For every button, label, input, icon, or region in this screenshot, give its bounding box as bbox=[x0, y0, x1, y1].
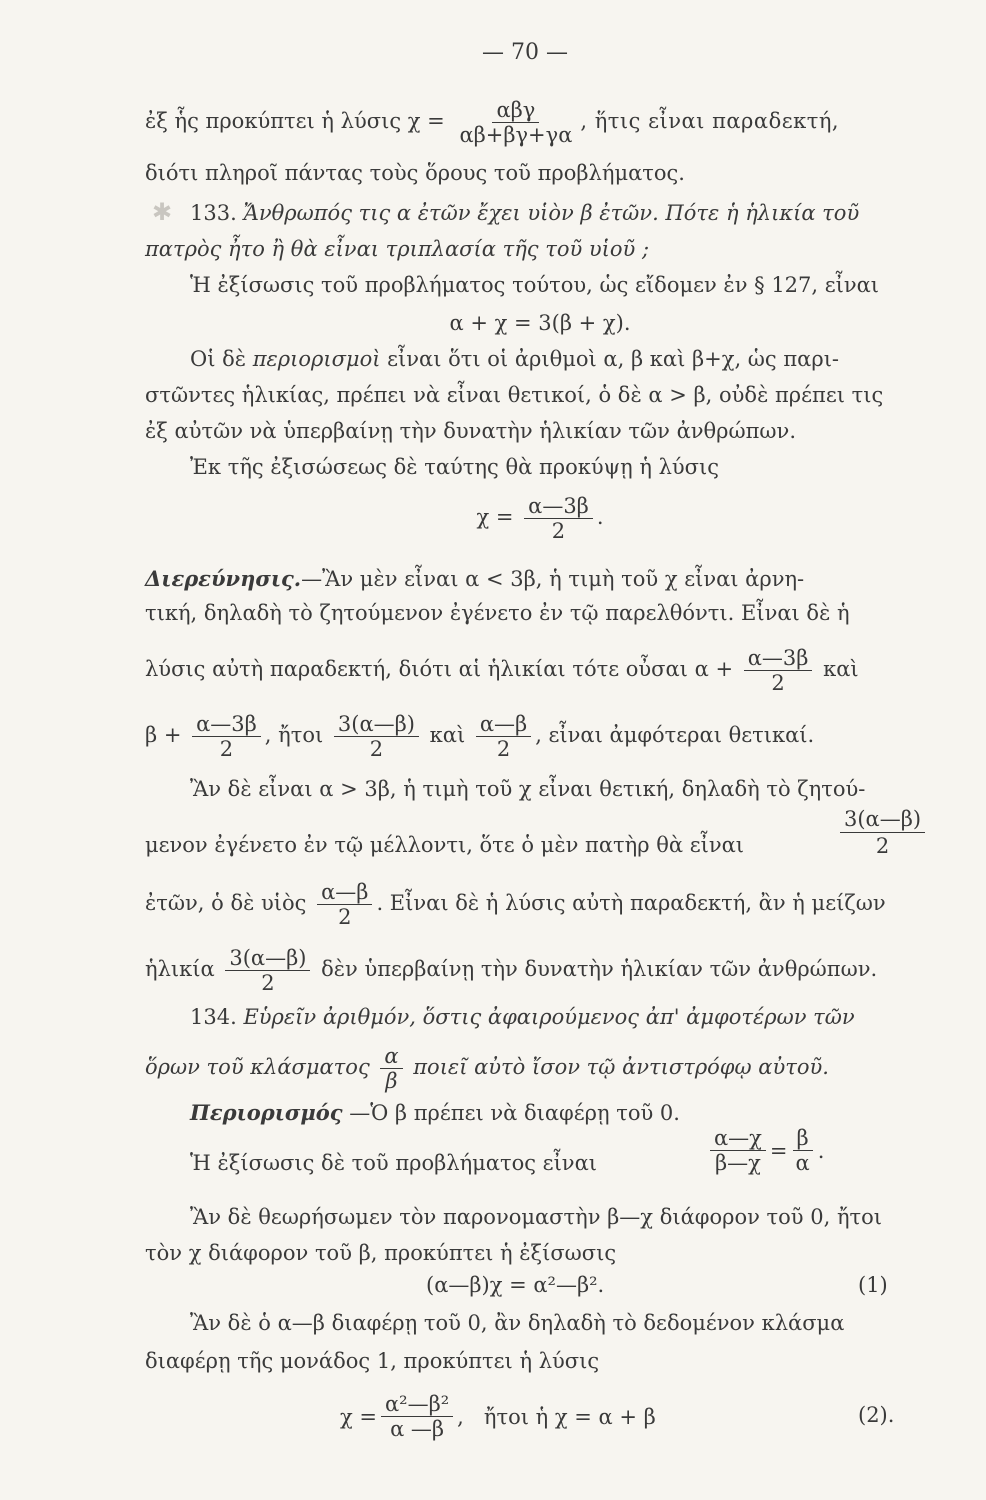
line-5: Ἡ ἐξίσωσις τοῦ προβλήματος τούτου, ὡς εἴδομεν ἐν § 127, εἶναι bbox=[190, 273, 880, 297]
equation-1: (α—β)χ = α²—β². bbox=[426, 1273, 605, 1297]
line-25: τὸν χ διάφορον τοῦ β, προκύπτει ἡ ἐξίσωσις bbox=[145, 1241, 617, 1265]
line-18: ἐτῶν, ὁ δὲ υἱὸς $\frac{\alpha—\beta}{2}$ . Εἶναι δὲ ἡ λύσις αὐτὴ παραδεκτή, ἂν ἡ μείζων bbox=[145, 880, 886, 929]
equation-134: $\frac{\alpha—\chi}{\beta—\chi}$ = $\frac{\beta}{\alpha}$ . bbox=[706, 1126, 824, 1175]
line-28: διαφέρῃ τῆς μονάδος 1, προκύπτει ἡ λύσις bbox=[145, 1349, 600, 1373]
line-13: τική, δηλαδὴ τὸ ζητούμενον ἐγένετο ἐν τῷ παρελθόντι. Εἶναι δὲ ἡ bbox=[145, 601, 850, 625]
equation-1-tag: (1) bbox=[858, 1273, 888, 1297]
problem-133-heading: 133. Ἄνθρωπός τις α ἐτῶν ἔχει υἱὸν β ἐτῶν. Πότε ἡ ἡλικία τοῦ bbox=[190, 201, 860, 225]
equation-133: α + χ = 3(β + χ). bbox=[449, 311, 631, 335]
line-4: πατρὸς ἦτο ἢ θὰ εἶναι τριπλασία τῆς τοῦ υἱοῦ ; bbox=[145, 237, 650, 261]
line-1: ἐξ ἧς προκύπτει ἡ λύσις χ = $\frac{\text{αβγ}}{\alpha\beta+\beta\gamma+\gamma\alpha}$ , ἥτις εἶναι παραδεκτή, bbox=[145, 98, 840, 147]
line-16: Ἂν δὲ εἶναι α > 3β, ἡ τιμὴ τοῦ χ εἶναι θετική, δηλαδὴ τὸ ζητού- bbox=[190, 777, 866, 801]
line-17: μενον ἐγένετο ἐν τῷ μέλλοντι, ὅτε ὁ μὲν πατὴρ θὰ εἶναι bbox=[145, 833, 745, 857]
line-7: Οἱ δὲ περιορισμοὶ εἶναι ὅτι οἱ ἀριθμοὶ α, β καὶ β+χ, ὡς παρι- bbox=[190, 347, 840, 371]
line-23: Ἡ ἐξίσωσις δὲ τοῦ προβλήματος εἶναι bbox=[190, 1151, 597, 1175]
solution-133: χ = $\frac{\alpha—3\beta}{2}$ . bbox=[476, 494, 604, 543]
line-14: λύσις αὐτὴ παραδεκτή, διότι αἱ ἡλικίαι τότε οὖσαι α + $\frac{\alpha—3\beta}{2}$ καὶ bbox=[145, 646, 859, 695]
equation-2-tag: (2). bbox=[858, 1403, 895, 1427]
line-24: Ἂν δὲ θεωρήσωμεν τὸν παρονομαστὴν β—χ διάφορον τοῦ 0, ἤτοι bbox=[190, 1205, 883, 1229]
page-number: — 70 — bbox=[482, 40, 568, 65]
line-10: Ἐκ τῆς ἐξισώσεως δὲ ταύτης θὰ προκύψῃ ἡ λύσις bbox=[190, 455, 720, 479]
discussion-heading: Διερεύνησις.—Ἂν μὲν εἶναι α < 3β, ἡ τιμὴ τοῦ χ εἶναι ἀρνη- bbox=[145, 566, 805, 591]
equation-2: χ = $\frac{\text{α²—β²}}{\alpha —\beta}$ , ἤτοι ἡ χ = α + β bbox=[340, 1392, 656, 1441]
line-15: β + $\frac{\alpha—3\beta}{2}$ , ἤτοι $\frac{3(\alpha—\beta)}{2}$ καὶ $\frac{\alpha—\beta}{2}$ , εἶναι ἀμφότεραι θετικαί. bbox=[145, 712, 815, 761]
fraction-solution: $\frac{\text{αβγ}}{\alpha\beta+\beta\gamma+\gamma\alpha}$ bbox=[459, 98, 573, 147]
constraint-heading: Περιορισμός —Ὁ β πρέπει νὰ διαφέρῃ τοῦ 0. bbox=[190, 1100, 680, 1125]
fraction-father-age: $\frac{3(\alpha—\beta)}{2}$ bbox=[840, 806, 925, 859]
margin-mark-icon: ✱ bbox=[152, 198, 173, 226]
problem-134-heading: 134. Εὑρεῖν ἀριθμόν, ὅστις ἀφαιρούμενος ἀπ' ἀμφοτέρων τῶν bbox=[190, 1005, 855, 1029]
line-27: Ἂν δὲ ὁ α—β διαφέρῃ τοῦ 0, ἂν δηλαδὴ τὸ δεδομένον κλάσμα bbox=[190, 1311, 845, 1335]
line-8: στῶντες ἡλικίας, πρέπει νὰ εἶναι θετικοί, ὁ δὲ α > β, οὐδὲ πρέπει τις bbox=[145, 383, 884, 407]
line-2: διότι πληροῖ πάντας τοὺς ὅρους τοῦ προβλήματος. bbox=[145, 161, 685, 185]
line-19: ἡλικία $\frac{3(\alpha—\beta)}{2}$ δὲν ὑπερβαίνῃ τὴν δυνατὴν ἡλικίαν τῶν ἀνθρώπων. bbox=[145, 946, 878, 995]
line-21: ὅρων τοῦ κλάσματος $\frac{\alpha}{\beta}$ ποιεῖ αὐτὸ ἴσον τῷ ἀντιστρόφῳ αὐτοῦ. bbox=[145, 1044, 829, 1093]
line-9: ἐξ αὐτῶν νὰ ὑπερβαίνῃ τὴν δυνατὴν ἡλικίαν τῶν ἀνθρώπων. bbox=[145, 419, 796, 443]
